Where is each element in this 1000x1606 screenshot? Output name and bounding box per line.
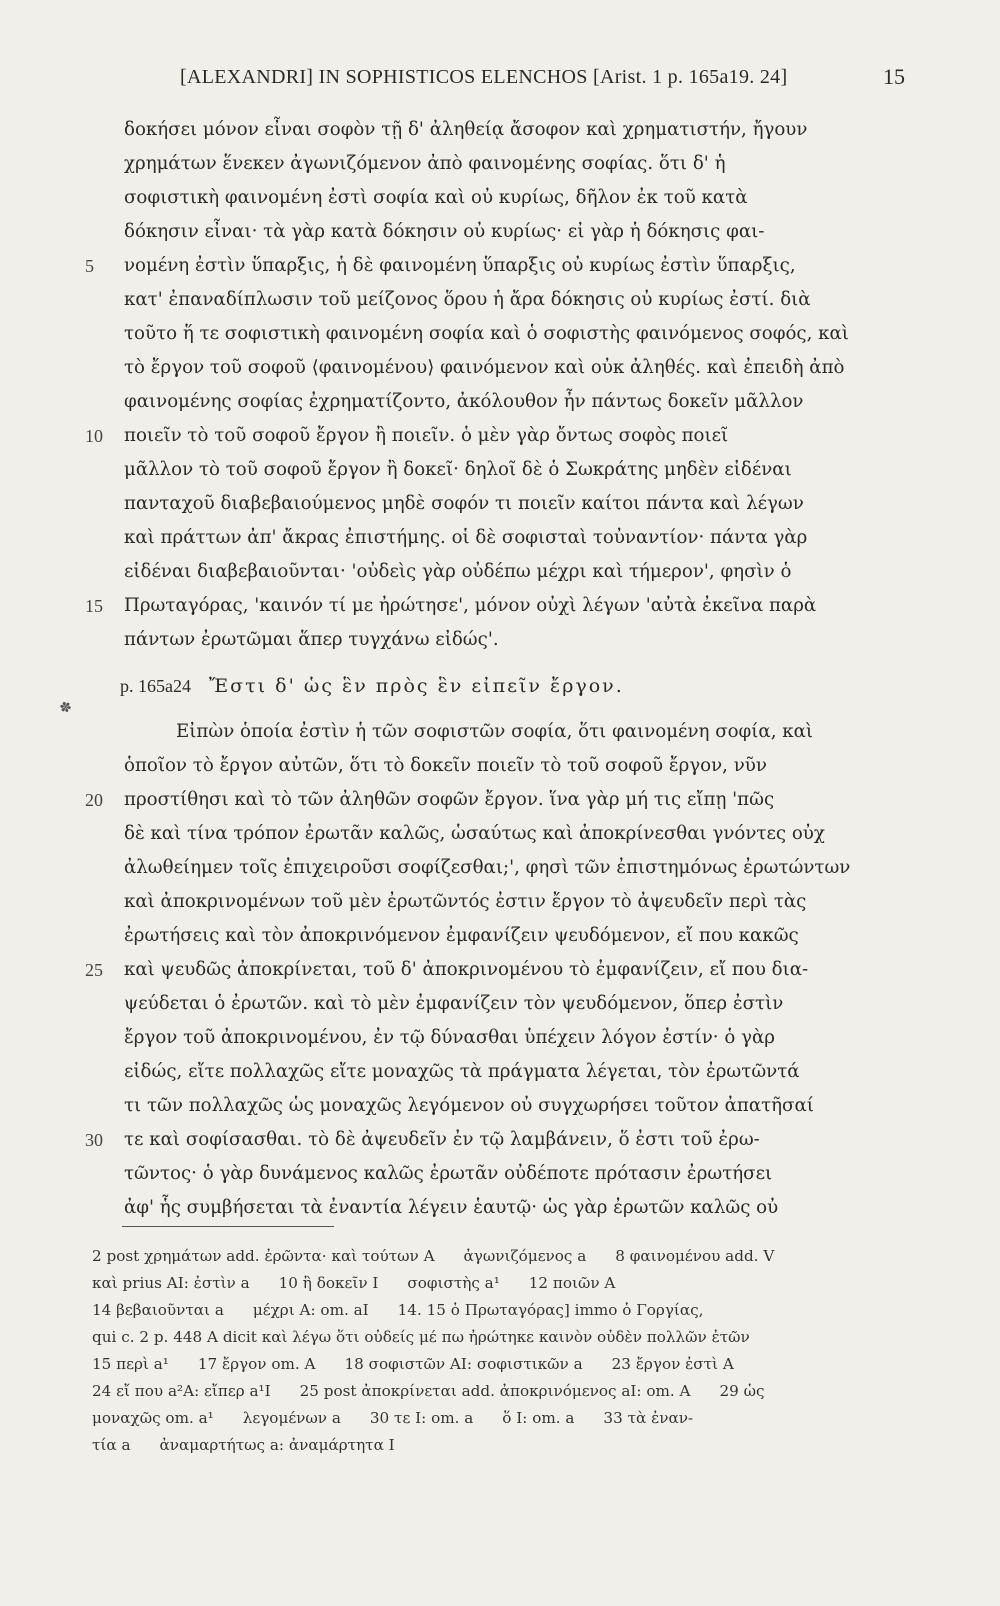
text-line: τι τῶν πολλαχῶς ὡς μοναχῶς λεγόμενον οὐ συγχωρήσει τοῦτον ἀπατῆσαί [124,1095,814,1116]
text-line: ὁποῖον τὸ ἔργον αὐτῶν, ὅτι τὸ δοκεῖν ποιεῖν τὸ τοῦ σοφοῦ ἔργον, νῦν [124,755,767,776]
footnote-rule [122,1226,334,1227]
apparatus-line: καὶ prius AI: ἐστὶν a 10 ἢ δοκεῖν I σοφιστὴς a¹ 12 ποιῶν A [92,1274,616,1292]
text-line: ψεύδεται ὁ ἐρωτῶν. καὶ τὸ μὲν ἐμφανίζειν τὸν ψευδόμενον, ὅπερ ἐστὶν [124,993,784,1014]
text-line: ἐρωτήσεις καὶ τὸν ἀποκρινόμενον ἐμφανίζειν ψευδόμενον, εἴ που κακῶς [124,925,799,946]
line-number: 10 [85,426,103,446]
text-line: ἀφ' ἧς συμβήσεται τὰ ἐναντία λέγειν ἑαυτῷ· ὡς γὰρ ἐρωτῶν καλῶς οὐ [124,1197,779,1218]
text-line: σοφιστικὴ φαινομένη ἐστὶ σοφία καὶ οὐ κυρίως, δῆλον ἐκ τοῦ κατὰ [124,187,748,208]
text-line: καὶ ψευδῶς ἀποκρίνεται, τοῦ δ' ἀποκρινομένου τὸ ἐμφανίζειν, εἴ που δια- [124,959,809,980]
line-number: 30 [85,1130,103,1150]
text-line: ἀλωθείημεν τοῖς ἐπιχειροῦσι σοφίζεσθαι;', φησὶ τῶν ἐπιστημόνως ἐρωτώντων [124,857,851,878]
page-number: 15 [883,64,905,89]
text-line: τοῦτο ἥ τε σοφιστικὴ φαινομένη σοφία καὶ ὁ σοφιστὴς φαινόμενος σοφός, καὶ [124,323,849,344]
running-head: [ALEXANDRI] IN SOPHISTICOS ELENCHOS [Arist. 1 p. 165a19. 24] [180,66,788,88]
apparatus-line: 24 εἴ που a²A: εἴπερ a¹I 25 post ἀποκρίνεται add. ἀποκρινόμενος aI: om. A 29 ὡς [92,1382,765,1400]
text-line: μᾶλλον τὸ τοῦ σοφοῦ ἔργον ἢ δοκεῖ· δηλοῖ δὲ ὁ Σωκράτης μηδὲν εἰδέναι [124,459,792,480]
text-line: Εἰπὼν ὁποία ἐστὶν ἡ τῶν σοφιστῶν σοφία, ὅτι φαινομένη σοφία, καὶ [176,721,814,742]
text-line: πάντων ἐρωτῶμαι ἅπερ τυγχάνω εἰδώς'. [124,629,499,650]
apparatus-line: 2 post χρημάτων add. ἐρῶντα· καὶ τούτων A ἀγωνιζόμενος a 8 φαινομένου add. V [92,1247,775,1265]
line-number: 5 [85,256,94,276]
text-line: ποιεῖν τὸ τοῦ σοφοῦ ἔργον ἢ ποιεῖν. ὁ μὲν γὰρ ὄντως σοφὸς ποιεῖ [124,425,729,446]
lemma [120,669,900,704]
line-number: 20 [85,790,103,810]
text-line: καὶ πράττων ἀπ' ἄκρας ἐπιστήμης. οἱ δὲ σοφισταὶ τοὐναντίον· πάντα γὰρ [124,527,808,548]
text-line: δὲ καὶ τίνα τρόπον ἐρωτᾶν καλῶς, ὡσαύτως καὶ ἀποκρίνεσθαι γνόντες οὐχ [124,823,825,844]
text-line: νομένη ἐστὶν ὕπαρξις, ἡ δὲ φαινομένη ὕπαρξις οὐ κυρίως ἐστὶν ὕπαρξις, [124,255,796,276]
text-line: τὸ ἔργον τοῦ σοφοῦ ⟨φαινομένου⟩ φαινόμενον καὶ οὐκ ἀληθές. καὶ ἐπειδὴ ἀπὸ [124,357,845,378]
margin-mark-icon: ✽ [57,698,75,718]
lemma-text: Ἔστι δ' ὡς ἓν πρὸς ἓν εἰπεῖν ἔργον. [209,675,624,697]
text-line: πανταχοῦ διαβεβαιούμενος μηδὲ σοφόν τι ποιεῖν καίτοι πάντα καὶ λέγων [124,493,804,514]
line-number: 15 [85,596,103,616]
text-line: δοκήσει μόνον εἶναι σοφὸν τῇ δ' ἀληθείᾳ ἄσοφον καὶ χρηματιστήν, ἤγουν [124,119,808,140]
text-line: χρημάτων ἕνεκεν ἀγωνιζόμενον ἀπὸ φαινομένης σοφίας. ὅτι δ' ἡ [124,153,726,174]
text-line: Πρωταγόρας, 'καινόν τί με ἠρώτησε', μόνον οὐχὶ λέγων 'αὐτὰ ἐκεῖνα παρὰ [124,595,817,616]
text-line: τε καὶ σοφίσασθαι. τὸ δὲ ἀψευδεῖν ἐν τῷ λαμβάνειν, ὅ ἐστι τοῦ ἐρω- [124,1129,760,1150]
text-line: καὶ ἀποκρινομένων τοῦ μὲν ἐρωτῶντός ἐστιν ἔργον τὸ ἀψευδεῖν περὶ τὰς [124,891,807,912]
apparatus-line: qui c. 2 p. 448 A dicit καὶ λέγω ὅτι οὐδείς μέ πω ἠρώτηκε καινὸν οὐδὲν πολλῶν ἐτῶν [92,1328,750,1346]
text-line: ἔργον τοῦ ἀποκρινομένου, ἐν τῷ δύνασθαι ὑπέχειν λόγον ἐστίν· ὁ γὰρ [124,1027,775,1048]
apparatus-line: μοναχῶς om. a¹ λεγομένων a 30 τε I: om. a ὅ I: om. a 33 τὰ ἐναν- [92,1409,694,1427]
apparatus-line: 15 περὶ a¹ 17 ἔργον om. A 18 σοφιστῶν AI: σοφιστικῶν a 23 ἔργον ἐστὶ A [92,1355,734,1373]
text-line: κατ' ἐπαναδίπλωσιν τοῦ μείζονος ὅρου ἡ ἄρα δόκησις οὐ κυρίως ἐστί. διὰ [124,289,811,310]
apparatus-line: 14 βεβαιοῦνται a μέχρι A: om. aI 14. 15 ὁ Πρωταγόρας] immo ὁ Γοργίας, [92,1301,704,1319]
text-line: τῶντος· ὁ γὰρ δυνάμενος καλῶς ἐρωτᾶν οὐδέποτε πρότασιν ἐρωτήσει [124,1163,773,1184]
lemma-reference: p. 165a24 [120,676,191,696]
apparatus-line: τία a ἀναμαρτήτως a: ἀναμάρτητα I [92,1436,395,1454]
text-line: προστίθησι καὶ τὸ τῶν ἀληθῶν σοφῶν ἔργον. ἵνα γὰρ μή τις εἴπῃ 'πῶς [124,789,775,810]
page-header [180,66,905,96]
text-line: εἰδέναι διαβεβαιοῦνται· 'οὐδεὶς γὰρ οὐδέπω μέχρι καὶ τήμερον', φησὶν ὁ [124,561,792,582]
text-line: δόκησιν εἶναι· τὰ γὰρ κατὰ δόκησιν οὐ κυρίως· εἰ γὰρ ἡ δόκησις φαι- [124,221,765,242]
line-number: 25 [85,960,103,980]
text-line: φαινομένης σοφίας ἐχρηματίζοντο, ἀκόλουθον ἦν πάντως δοκεῖν μᾶλλον [124,391,804,412]
text-line: εἰδώς, εἴτε πολλαχῶς εἴτε μοναχῶς τὰ πράγματα λέγεται, τὸν ἐρωτῶντά [124,1061,800,1082]
